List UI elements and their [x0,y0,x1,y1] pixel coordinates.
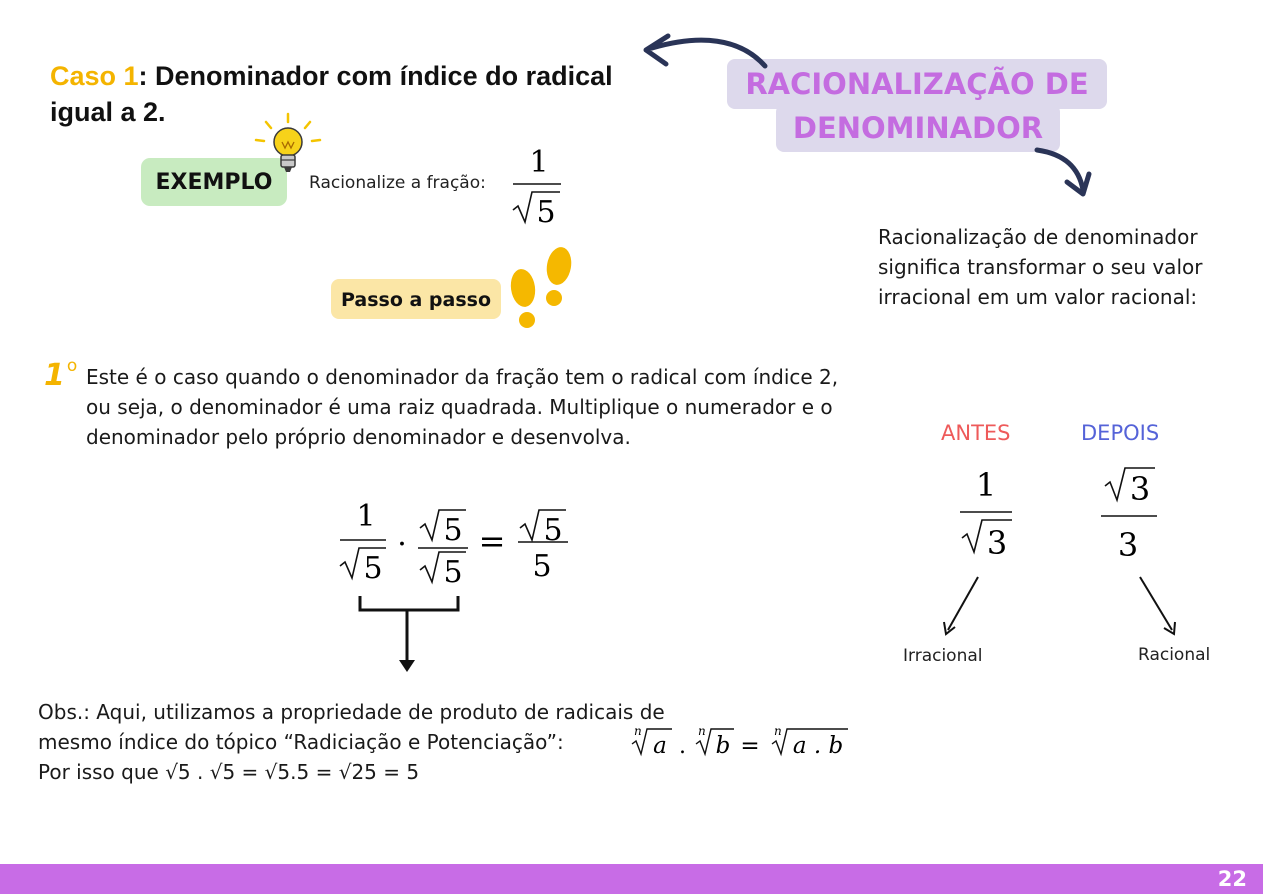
after-fraction [1095,460,1167,570]
page-number: 22 [1217,867,1247,891]
before-label: ANTES [941,421,1011,445]
after-label: DEPOIS [1081,421,1160,445]
arrow-irrational-icon [938,572,988,638]
formula-a: a [653,733,667,759]
rationalization-equation [330,490,590,590]
arrow-to-definition-icon [1025,140,1105,210]
arrow-to-heading-icon [630,28,780,88]
formula-b: b [715,733,731,759]
formula-index-2: n [698,724,706,738]
step-text: Este é o caso quando o denominador da fração tem o radical com índice 2, ou seja, o denominador é uma raiz quadrada. Multiplique o numerador e o denominador pelo próprio denominador e desenvolva. [86,365,839,449]
title-line2: DENOMINADOR [776,104,1060,152]
example-fraction [505,140,565,230]
example-denominator: 5 [536,195,556,230]
irrational-label: Irracional [903,646,983,666]
before-fraction [950,460,1022,570]
eq-result-denominator: 5 [532,549,552,584]
arrow-rational-icon [1134,572,1184,638]
formula-dot: . [679,734,686,759]
definition-text: Racionalização de denominador significa transformar o seu valor irracional em um valor racional: [878,225,1203,309]
bracket-arrow-icon [350,590,470,680]
eq-b-denominator: 5 [443,555,463,590]
formula-ab: a . b [792,733,844,759]
before-numerator: 1 [975,466,997,504]
case-text-line2: igual a 2. [50,97,166,127]
title-line1: RACIONALIZAÇÃO DE [727,59,1107,109]
eq-dot: · [397,527,407,562]
example-numerator: 1 [529,145,549,180]
eq-equals: = [478,522,506,560]
footer-bar [0,864,1263,894]
example-badge: EXEMPLO [141,158,287,206]
observation-line1: Obs.: Aqui, utilizamos a propriedade de produto de radicais de [38,700,665,724]
step-number-ordinal: o [66,356,78,376]
lightbulb-icon [252,112,328,182]
eq-a-numerator: 1 [356,499,376,534]
after-numerator: 3 [1129,470,1151,508]
rational-label: Racional [1138,645,1211,665]
case-text-line1: : Denominador com índice do radical [138,61,613,91]
observation-line2-text: mesmo índice do tópico “Radiciação e Potenciação”: [38,730,564,754]
observation-line3: Por isso que √5 . √5 = √5.5 = √25 = 5 [38,760,420,784]
case-heading [50,58,650,130]
case-label: Caso 1 [50,61,139,91]
step-number [44,356,77,393]
before-denominator: 3 [986,524,1008,562]
formula-equals: = [740,733,760,759]
eq-a-denominator: 5 [363,551,383,586]
example-prompt: Racionalize a fração: [309,173,486,193]
step-number-digit: 1 [44,358,65,393]
eq-result-numerator: 5 [543,513,563,548]
formula-index-1: n [634,724,642,738]
footprints-icon [505,240,577,332]
formula-index-3: n [774,724,782,738]
step-by-step-badge: Passo a passo [331,279,501,319]
eq-b-numerator: 5 [443,513,463,548]
after-denominator: 3 [1117,526,1139,564]
radical-product-formula [626,720,858,766]
